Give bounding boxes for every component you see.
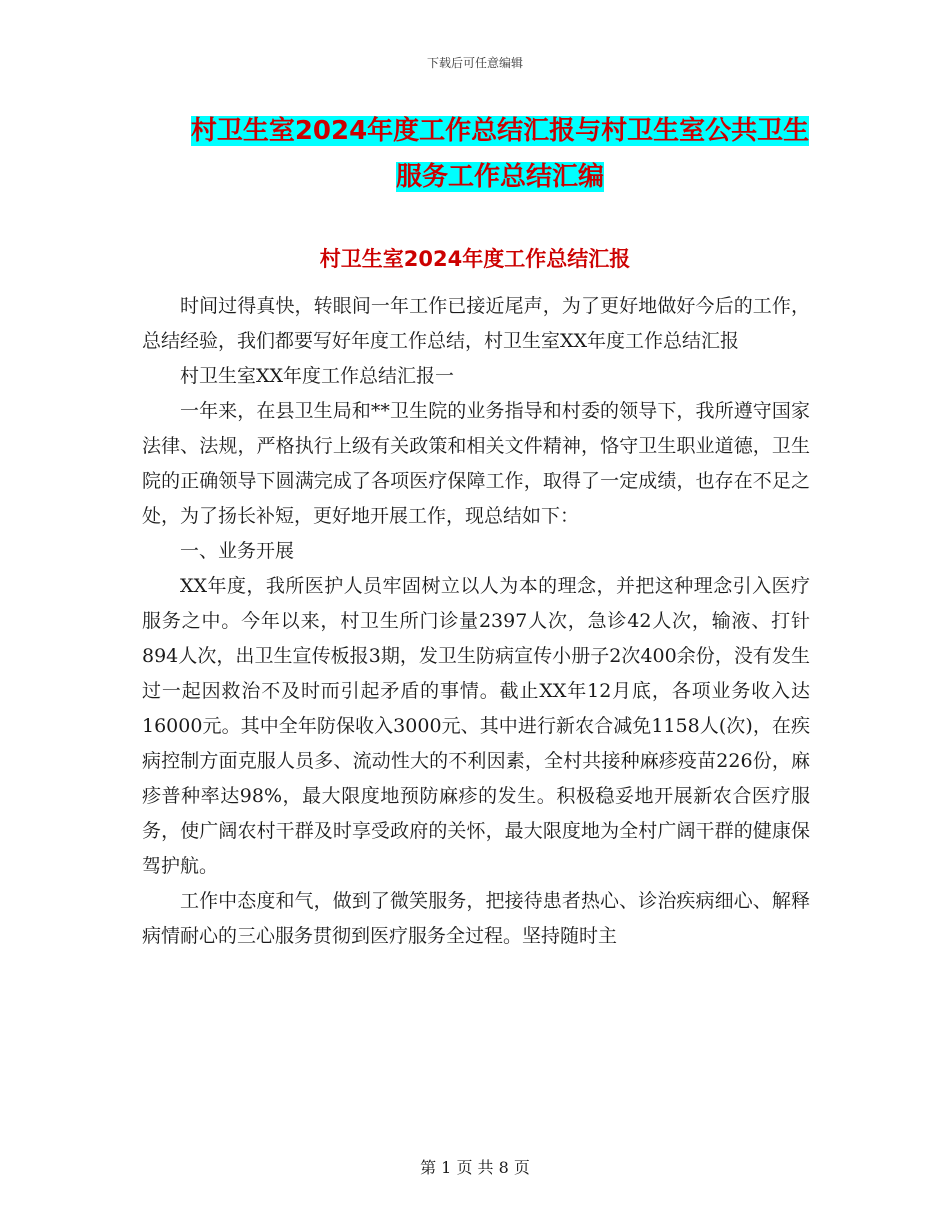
header-note: 下载后可任意编辑 <box>426 56 523 70</box>
document-title-line-1: 村卫生室2024年度工作总结汇报与村卫生室公共卫生 <box>190 116 810 146</box>
document-title-line-2: 服务工作总结汇编 <box>395 162 604 192</box>
paragraph: 村卫生室XX年度工作总结汇报一 <box>180 365 455 387</box>
paragraph: 一年来，在县卫生局和**卫生院的业务指导和村委的领导下，我所遵守国家法律、法规，严格执行上级有关政策和相关文件精神，恪守卫生职业道德，卫生院的正确领导下圆满完成了各项医疗保障工作，取得了一定成绩，也存在不足之处，为了扬长补短，更好地开展工作，现总结如下： <box>142 400 810 527</box>
paragraph: 工作中态度和气，做到了微笑服务，把接待患者热心、诊治疾病细心、解释病情耐心的三心服务贯彻到医疗服务全过程。坚持随时主 <box>142 890 810 947</box>
paragraph: 时间过得真快，转眼间一年工作已接近尾声，为了更好地做好今后的工作，总结经验，我们都要写好年度工作总结，村卫生室XX年度工作总结汇报 <box>142 295 810 352</box>
paragraph: XX年度，我所医护人员牢固树立以人为本的理念，并把这种理念引入医疗服务之中。今年以来，村卫生所门诊量2397人次，急诊42人次，输液、打针894人次，出卫生宣传板报3期，发卫生防病宣传小册子2次400余份，没有发生过一起因救治不及时而引起矛盾的事情。截止XX年12月底，各项业务收入达16000元。其中全年防保收入3000元、其中进行新农合减免1158人(次)，在疾病控制方面克服人员多、流动性大的不利因素，全村共接种麻疹疫苗226份，麻疹普种率达98%，最大限度地预防麻疹的发生。积极稳妥地开展新农合医疗服务，使广阔农村干群及时享受政府的关怀，最大限度地为全村广阔干群的健康保驾护航。 <box>142 575 810 877</box>
document-title <box>140 108 860 200</box>
section-title: 村卫生室2024年度工作总结汇报 <box>319 247 631 271</box>
paragraph-heading: 一、业务开展 <box>180 540 295 562</box>
document-body <box>142 289 810 954</box>
page-footer: 第 1 页 共 8 页 <box>420 1158 530 1177</box>
